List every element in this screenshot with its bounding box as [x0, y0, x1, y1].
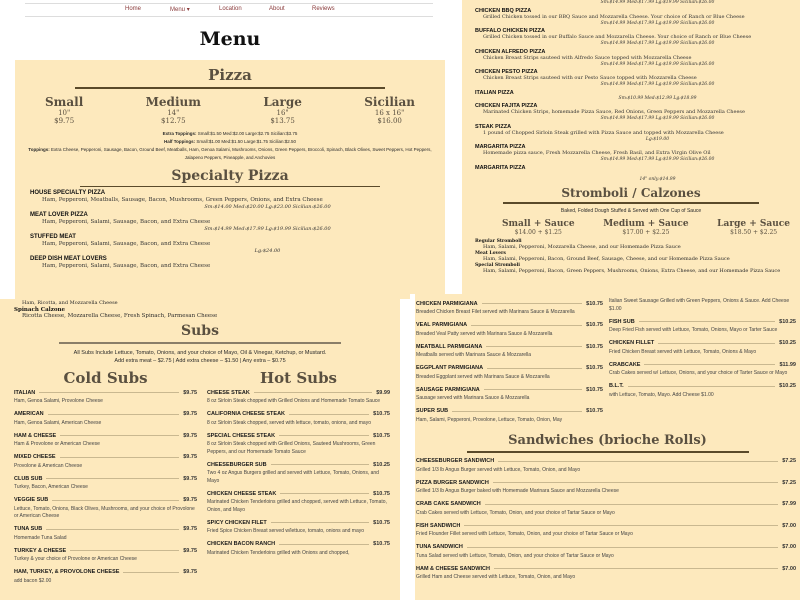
leader-line [70, 550, 179, 551]
item-name: FISH SUB [609, 318, 635, 325]
leader-line [46, 478, 179, 479]
size-sicilian [364, 95, 415, 125]
item-name: ITALIAN [14, 389, 36, 396]
item-name: ITALIAN PIZZA [475, 89, 514, 96]
size-name: Large + Sauce [717, 218, 790, 229]
item-desc: Italian Sweet Sausage Grilled with Green Peppers, Onions & Sauce. Add Cheese $1.00 [609, 298, 790, 312]
item-desc: Grilled Chicken tossed in our BBQ Sauce and Mozzarella Cheese. Your choice of Ranch or Blue Cheese [483, 13, 745, 20]
divider [503, 202, 759, 204]
leader-line [271, 522, 369, 523]
item-desc: Grilled 1/3 lb Angus Burger served with Lettuce, Tomato, Onion, and Mayo [416, 466, 581, 473]
size-dim: 14" [167, 108, 180, 117]
item-desc: with Lettuce, Tomato, Mayo. Add Cheese $1.00 [609, 391, 714, 398]
menu-item [416, 363, 603, 382]
cold-subs-column [14, 369, 197, 588]
item-price: $9.75 [183, 454, 197, 460]
menu-item [475, 0, 800, 7]
item-price: $10.25 [779, 318, 796, 325]
item-name: CHEESEBURGER SUB [207, 461, 267, 468]
item-desc: Ham, Pepperoni, Salami, Sausage, Bacon, and Extra Cheese [42, 241, 211, 247]
menu-item [416, 499, 796, 518]
menu-item [30, 190, 445, 211]
chevron-down-icon: ▾ [186, 7, 190, 13]
menu-item [207, 459, 390, 485]
item-name: TUNA SANDWICH [416, 544, 463, 550]
divider [80, 186, 380, 188]
size-large [263, 95, 302, 125]
item-name: FISH SANDWICH [416, 522, 461, 529]
item-name: CHICKEN CHEESE STEAK [207, 490, 277, 497]
item-desc: Ricotta Cheese, Mozzarella Cheese, Fresh Spinach, Parmesan Cheese [22, 313, 218, 319]
leader-line [482, 303, 583, 304]
screenshot-panel-specialty-stromboli [462, 0, 800, 300]
size-medium [603, 219, 688, 236]
leader-line [52, 500, 179, 501]
menu-item [416, 320, 603, 339]
menu-item [475, 103, 800, 123]
menu-item [14, 545, 197, 564]
item-desc: Ham, Pepperoni, Meatballs, Sausage, Bacon, Mushrooms, Green Peppers, Onions, and Extra Cheese [42, 197, 323, 203]
item-price: $10.75 [373, 541, 390, 547]
item-name: STEAK PIZZA [475, 123, 512, 130]
size-name: Small [45, 94, 84, 109]
item-desc: 8 oz Sirloin Steak chopped with Grilled Onions and Homemade Tomato Sauce [207, 398, 381, 404]
size-dim: 16 x 16" [374, 108, 405, 117]
menu-item [416, 341, 603, 360]
menu-item [14, 524, 197, 543]
item-name: HAM & CHEESE [14, 432, 57, 439]
item-name: EGGPLANT PARMIGIANA [416, 365, 484, 371]
menu-item [14, 387, 197, 406]
item-desc: Provolone & American Cheese [14, 462, 83, 469]
menu-item [14, 473, 197, 492]
item-desc: Turkey & your choice of Provolone or American Cheese [14, 556, 137, 562]
leader-line [464, 525, 778, 526]
leader-line [39, 392, 179, 393]
item-desc: Breaded Eggplant served with Marinara Sauce & Mozzarella [416, 373, 550, 380]
subs-title: Subs [181, 323, 219, 339]
nav-menu[interactable] [170, 6, 190, 13]
size-name: Medium [145, 94, 201, 109]
leader-line [60, 457, 180, 458]
item-price: $10.75 [373, 411, 390, 417]
item-price: $9.75 [183, 389, 197, 396]
subs-section [0, 299, 400, 600]
leader-line [639, 321, 776, 322]
top-navigation [25, 3, 433, 17]
item-desc: Chicken Breast Strips sauteed with Alfredo Sauce topped with Mozzarella Cheese [483, 54, 692, 61]
item-price: $11.99 [779, 361, 796, 368]
item-desc: Deep Fried Fish served with Lettuce, Tomato, Onions, Mayo or Tarter Sauce [609, 327, 778, 333]
label: Extra Toppings: [162, 130, 197, 136]
nav-menu-label: Menu [170, 7, 186, 13]
item-desc: Ham, Pepperoni, Salami, Sausage, Bacon, and Extra Cheese [42, 263, 211, 269]
item-name: CHICKEN BACON RANCH [207, 541, 276, 547]
subs-note-2: Add extra meat – $2.75 | Add extra cheese – $1.50 | Any extra – $0.75 [114, 358, 286, 364]
item-price: $7.00 [782, 565, 796, 572]
item-desc: Ham, Genoa Salami, American Cheese [14, 419, 102, 426]
extra-toppings [15, 130, 445, 138]
page-title: Menu [199, 28, 261, 50]
item-name: HOUSE SPECIALTY PIZZA [30, 190, 106, 196]
item-desc: Fried Flounder Fillet served with Lettuce, Tomato, Onion, and your choice of Tartar Sauce or Mayo [416, 531, 633, 537]
leader-line [628, 386, 776, 387]
item-price: Sm:$14.99 Med:$17.99 Lg:$19.99 Sicilian:$26.00 [600, 20, 715, 26]
item-price: Sm:$14.99 Med:$17.99 Lg:$19.99 Sicilian:$26.00 [204, 226, 331, 232]
item-desc: 8 oz Sirloin Steak chopped, served with lettuce, tomato, onions, and mayo [207, 419, 371, 426]
item-price: $9.75 [183, 526, 197, 532]
menu-item [475, 124, 800, 144]
item-name: DEEP DISH MEAT LOVERS [30, 256, 107, 262]
leader-line [471, 325, 582, 326]
size-dim: 16" [276, 108, 289, 117]
item-price: $10.75 [586, 343, 603, 350]
menu-item [14, 409, 197, 428]
item-desc: Homemade Tuna Salad [14, 534, 67, 541]
item-name: CLUB SUB [14, 475, 43, 482]
leader-line [487, 368, 582, 369]
menu-item [207, 387, 390, 406]
item-name: SUPER SUB [416, 408, 449, 414]
item-price: Sm:$10.99 Med:$12.99 Lg:$18.99 [618, 95, 697, 101]
divider [467, 451, 749, 453]
leader-line [271, 464, 370, 465]
item-price: $9.99 [376, 389, 390, 396]
subs-right-column [609, 298, 796, 427]
item-price: $9.75 [183, 432, 197, 439]
leader-line [123, 572, 179, 573]
menu-item [207, 409, 390, 428]
item-desc: Fried Spice Chicken Breast served w/lettuce, tomato, onions and mayo [207, 528, 365, 534]
item-name: Special Stromboli [475, 262, 520, 268]
menu-item [475, 49, 800, 69]
half-toppings [15, 138, 445, 146]
leader-line [484, 389, 582, 390]
item-name: BUFFALO CHICKEN PIZZA [475, 28, 545, 34]
size-name: Small + Sauce [502, 218, 575, 229]
label: Toppings: [28, 146, 50, 152]
item-name: CHICKEN ALFREDO PIZZA [475, 48, 546, 55]
item-name: AMERICAN [14, 411, 44, 417]
item-name: CHEESEBURGER SANDWICH [416, 458, 495, 464]
menu-item [475, 165, 800, 184]
item-name: SAUSAGE PARMIGIANA [416, 386, 480, 393]
item-price: $9.75 [183, 547, 197, 554]
divider [75, 87, 385, 89]
item-price: $9.75 [183, 475, 197, 482]
leader-line [48, 414, 180, 415]
leader-line [46, 529, 179, 530]
item-desc: Marinated Chicken Tenderloins grilled and chopped, served with Lettuce, Tomato, Onion, and Mayo [207, 499, 387, 513]
hot-subs-title: Hot Subs [260, 369, 337, 387]
item-price: $10.75 [586, 300, 603, 307]
item-name: CRABCAKE [609, 361, 641, 368]
item-desc: Grilled 1/3 lb Angus Burger baked with Homemade Marinara Sauce and Mozzarella Cheese [416, 488, 619, 494]
item-price: $7.25 [782, 479, 796, 486]
item-desc: Breaded Chicken Breast Filet served with Marinara Sauce & Mozzarella [416, 309, 575, 315]
leader-line [254, 392, 372, 393]
item-desc: Ham, Salami, Pepperoni, Bacon, Green Peppers, Mushrooms, Onions, Extra Cheese, and our Homemade Pizza Sauce [483, 267, 781, 274]
menu-item [0, 299, 400, 320]
menu-item [609, 359, 796, 378]
item-desc: Ham & Provolone or American Cheese [14, 441, 100, 447]
menu-item [475, 69, 800, 89]
item-name: Regular Stromboli [475, 238, 522, 244]
item-desc: Tuna Salad served with Lettuce, Tomato, Onion, and your choice of Tartar Sauce or Mayo [416, 552, 614, 559]
value: Extra Cheese, Pepperoni, Sausage, Bacon, Ground Beef, Meatballs, Ham, Genoa Salami, Mushrooms, Onions, Green Peppers, Broccoli, Spinach, Black Olives, Sweet Peppers, Hot Peppers, Jalapeno Peppers, Pineapple, and Anchovies [50, 146, 432, 160]
item-desc: Grilled Chicken tossed in our Buffalo Sauce and Mozzarella Cheese. Your choice of Ranch or Blue Cheese [483, 34, 752, 40]
item-price: Sm:$14.99 Med:$17.99 Lg:$19.99 Sicilian:$26.00 [600, 82, 715, 87]
item-name: MARGARITA PIZZA [475, 164, 526, 171]
item-price: $10.75 [586, 322, 603, 328]
item-desc: Marinated Chicken Strips, homemade Pizza Sauce, Red Onions, Green Peppers and Mozzarella Cheese [483, 109, 745, 115]
item-desc: Ham, Ricotta, and Mozzarella Cheese [22, 300, 118, 306]
leader-line [658, 343, 775, 344]
item-price: $7.99 [782, 501, 796, 507]
menu-item [475, 8, 800, 28]
menu-item [207, 488, 390, 514]
menu-item [609, 338, 796, 357]
leader-line [493, 482, 778, 483]
item-name: CHEESE STEAK [207, 389, 250, 396]
screenshot-panel-subs [0, 299, 410, 600]
item-name: STUFFED MEAT [30, 234, 76, 240]
item-name: TUNA SUB [14, 526, 43, 532]
screenshot-panel-pizza [0, 0, 445, 300]
item-price: $10.75 [586, 408, 603, 414]
size-small [502, 219, 575, 236]
value: Small:$1.00 Med:$1.50 Large:$1.75 Sicilian:$2.50 [196, 138, 296, 144]
menu-item [416, 406, 603, 425]
menu-item [416, 477, 796, 496]
hot-subs-column [207, 369, 390, 588]
sandwiches-title: Sandwiches (brioche Rolls) [508, 433, 707, 448]
pizza-sizes [15, 95, 445, 125]
item-price: $10.25 [779, 340, 796, 346]
item-desc: Meatballs served with Marinara Sauce & Mozzarella [416, 352, 532, 358]
specialty-title: Specialty Pizza [171, 167, 289, 184]
item-desc: add bacon $2.00 [14, 577, 52, 584]
menu-item [207, 517, 390, 536]
menu-item [207, 430, 390, 456]
item-price: $10.75 [373, 490, 390, 497]
item-name: CHICKEN FAJITA PIZZA [475, 103, 538, 109]
item-desc: Marinated Chicken Tenderloins grilled with Onions and chopped, [207, 549, 350, 556]
leader-line [452, 411, 582, 412]
size-price: $17.00 + $2.25 [622, 228, 670, 236]
item-price: $10.75 [586, 386, 603, 393]
item-desc: Lettuce, Tomato, Onions, Black Olives, Mushrooms, and your choice of Provolone or American Cheese [14, 505, 195, 519]
pizza-title: Pizza [208, 66, 252, 84]
leader-line [60, 435, 179, 436]
menu-item [14, 452, 197, 471]
leader-line [279, 435, 369, 436]
leader-line [644, 364, 775, 365]
menu-item [30, 256, 445, 270]
divider [59, 342, 341, 344]
leader-line [498, 461, 778, 462]
item-name: B.L.T. [609, 383, 624, 389]
label: Half Toppings: [163, 138, 196, 144]
item-name: CHICKEN BBQ PIZZA [475, 7, 532, 14]
size-price: $13.75 [270, 116, 295, 125]
item-desc: Fried Chicken Breast served with Lettuce, Tomato, Onions & Mayo [609, 348, 757, 355]
item-desc: Crab Cakes served with Lettuce, Tomato, Onion, and your choice of Tartar Sauce or Mayo [416, 509, 615, 516]
leader-line [486, 346, 582, 347]
leader-line [289, 414, 369, 415]
item-desc: 1 pound of Chopped Sirloin Steak grilled with Pizza Sauce and topped with Mozzarella Cheese [483, 129, 724, 136]
stromboli-subtitle: Baked, Folded Dough Stuffed & Served with One Cup of Sauce [560, 207, 702, 214]
item-desc: 8 oz Sirloin Steak chopped with Grilled Onions, Sauteed Mushrooms, Green Peppers, and our Homemade Tomato Sauce [207, 441, 376, 455]
item-name: VEGGIE SUB [14, 497, 49, 503]
nav-reviews[interactable]: Reviews [312, 6, 335, 12]
subs-sandwiches-section [415, 294, 800, 600]
subs-left-column [416, 298, 603, 427]
leader-line [280, 493, 369, 494]
leader-line [279, 544, 369, 545]
menu-item [475, 144, 800, 164]
menu-item [475, 251, 800, 263]
item-name: SPICY CHICKEN FILET [207, 519, 267, 526]
item-name: PIZZA BURGER SANDWICH [416, 479, 489, 486]
item-price: Lg:$24.00 [254, 248, 281, 254]
item-name: HAM & CHEESE SANDWICH [416, 565, 490, 572]
item-desc: Crab Cakes served w/ Lettuce, Onions, and your choice of Tarter Sauce or Mayo [609, 370, 788, 376]
menu-item [14, 430, 197, 449]
nav-location[interactable]: Location [219, 6, 242, 12]
menu-item [475, 239, 800, 251]
menu-item [30, 234, 445, 255]
item-desc: Two 4 oz Angus Burgers grilled and served with Lettuce, Tomato, Onions, and Mayo [207, 470, 379, 484]
subs-note-1: All Subs Include Lettuce, Tomato, Onions, and your choice of Mayo, Oil & Vinegar, Ketchup, or Mustard. [73, 350, 327, 356]
item-desc: Ham, Genoa Salami, Provolone Cheese [14, 398, 103, 404]
item-desc: Homemade pizza sauce, Fresh Mozzarella Cheese, Fresh Basil, and Extra Virgin Olive Oil [483, 150, 711, 156]
menu-item [416, 520, 796, 539]
menu-item [416, 456, 796, 475]
leader-line [494, 568, 778, 569]
item-price: $9.75 [183, 497, 197, 503]
item-price: Sm:$14.00 Med:$20.00 Lg:$23.00 Sicilian:$26.00 [204, 204, 331, 210]
item-name: CALIFORNIA CHEESE STEAK [207, 411, 286, 417]
item-price: Sm:$14.99 Med:$17.99 Lg:$19.99 Sicilian:$26.00 [600, 41, 715, 46]
toppings-list [15, 146, 445, 162]
item-name: CRAB CAKE SANDWICH [416, 501, 481, 507]
item-price: $9.75 [183, 569, 197, 575]
menu-item [416, 563, 796, 582]
item-name: HAM, TURKEY, & PROVOLONE CHEESE [14, 569, 120, 575]
size-price: $12.75 [161, 116, 186, 125]
item-name: Meat Lovers [475, 250, 506, 256]
size-name: Sicilian [364, 94, 415, 109]
item-desc: Breaded Veal Patty served with Marinara Sauce & Mozzarella [416, 330, 553, 337]
item-name: CHICKEN PARMIGIANA [416, 300, 478, 307]
item-desc: Ham, Salami, Pepperoni, Mozzarella Cheese, and our Homemade Pizza Sauce [483, 243, 681, 250]
item-name: CHICKEN FILLET [609, 340, 655, 346]
item-desc: Chicken Breast Strips sauteed with our Pesto Sauce topped with Mozzarella Cheese [483, 75, 697, 81]
item-name: MIXED CHEESE [14, 454, 56, 460]
item-price: Sm:$14.99 Med:$17.99 Lg:$19.99 Sicilian:$26.00 [600, 0, 715, 5]
item-name: MEAT LOVER PIZZA [30, 212, 88, 218]
leader-line [485, 504, 778, 505]
stromboli-title: Stromboli / Calzones [561, 186, 701, 200]
item-price: Sm:$14.99 Med:$17.99 Lg:$19.99 Sicilian:$26.00 [600, 157, 715, 162]
item-price: $10.75 [586, 365, 603, 371]
item-desc: Ham, Salami, Pepperoni, Bacon, Ground Beef, Sausage, Cheese, and our Homemade Pizza Sauce [483, 255, 730, 262]
menu-item [207, 539, 390, 558]
item-desc: Ham, Pepperoni, Salami, Sausage, Bacon, and Extra Cheese [42, 219, 211, 225]
size-price: $18.50 + $2.25 [730, 228, 778, 236]
item-desc: Grilled Ham and Cheese served with Lettuce, Tomato, Onion, and Mayo [416, 574, 576, 580]
item-desc: Ham, Salami, Pepperoni, Provolone, Lettuce, Tomato, Onion, May [416, 416, 563, 423]
size-name: Large [263, 94, 302, 109]
item-price: $10.25 [779, 383, 796, 389]
stromboli-sizes [462, 219, 800, 236]
menu-item [416, 384, 603, 403]
item-desc: Turkey, Bacon, American Cheese [14, 484, 88, 490]
pizza-section [15, 60, 445, 300]
item-price: 14" only:$14.99 [639, 176, 676, 182]
size-large [717, 219, 790, 236]
item-name: SPECIAL CHEESE STEAK [207, 432, 276, 439]
size-small [45, 95, 83, 125]
menu-item [609, 381, 796, 400]
item-name: VEAL PARMIGIANA [416, 322, 468, 328]
size-dim: 10" [58, 108, 71, 117]
size-medium [146, 95, 201, 125]
item-price: $7.00 [782, 522, 796, 529]
item-price: Lg:$19.00 [645, 136, 670, 142]
menu-item [14, 567, 197, 586]
value: Small:$1.50 Med:$2.00 Large:$2.75 Sicilian:$3.75 [197, 130, 298, 136]
item-name: MEATBALL PARMIGIANA [416, 343, 483, 350]
size-price: $14.00 + $1.25 [514, 228, 562, 236]
item-desc: Sausage served with Marinara Sauce & Mozzarella [416, 395, 530, 401]
item-name: Spinach Calzone [14, 307, 66, 313]
menu-item [416, 298, 603, 317]
item-name: TURKEY & CHEESE [14, 547, 67, 554]
size-price: $16.00 [377, 116, 402, 125]
cold-subs-title: Cold Subs [63, 369, 148, 387]
item-price: $9.75 [183, 411, 197, 417]
menu-item [475, 263, 800, 275]
item-price: $10.75 [373, 432, 390, 439]
menu-item [475, 28, 800, 48]
menu-item [30, 212, 445, 233]
item-name: MARGARITA PIZZA [475, 144, 526, 150]
size-name: Medium + Sauce [603, 218, 689, 229]
menu-item [14, 495, 197, 521]
item-price: Sm:$14.99 Med:$17.99 Lg:$19.99 Sicilian:$26.00 [600, 61, 715, 67]
menu-item [475, 90, 800, 103]
menu-item [416, 542, 796, 561]
size-price: $9.75 [54, 116, 75, 125]
nav-about[interactable]: About [269, 6, 285, 12]
item-price: Sm:$14.99 Med:$17.99 Lg:$19.99 Sicilian:$26.00 [600, 116, 715, 121]
item-price: $7.25 [782, 458, 796, 464]
item-price: $10.25 [373, 461, 390, 468]
item-price: $7.00 [782, 544, 796, 550]
nav-home[interactable]: Home [125, 6, 142, 12]
item-price: $10.75 [373, 519, 390, 526]
menu-item [609, 316, 796, 335]
screenshot-panel-subs-sandwiches [410, 294, 800, 600]
leader-line [467, 547, 778, 548]
item-name: CHICKEN PESTO PIZZA [475, 69, 538, 75]
